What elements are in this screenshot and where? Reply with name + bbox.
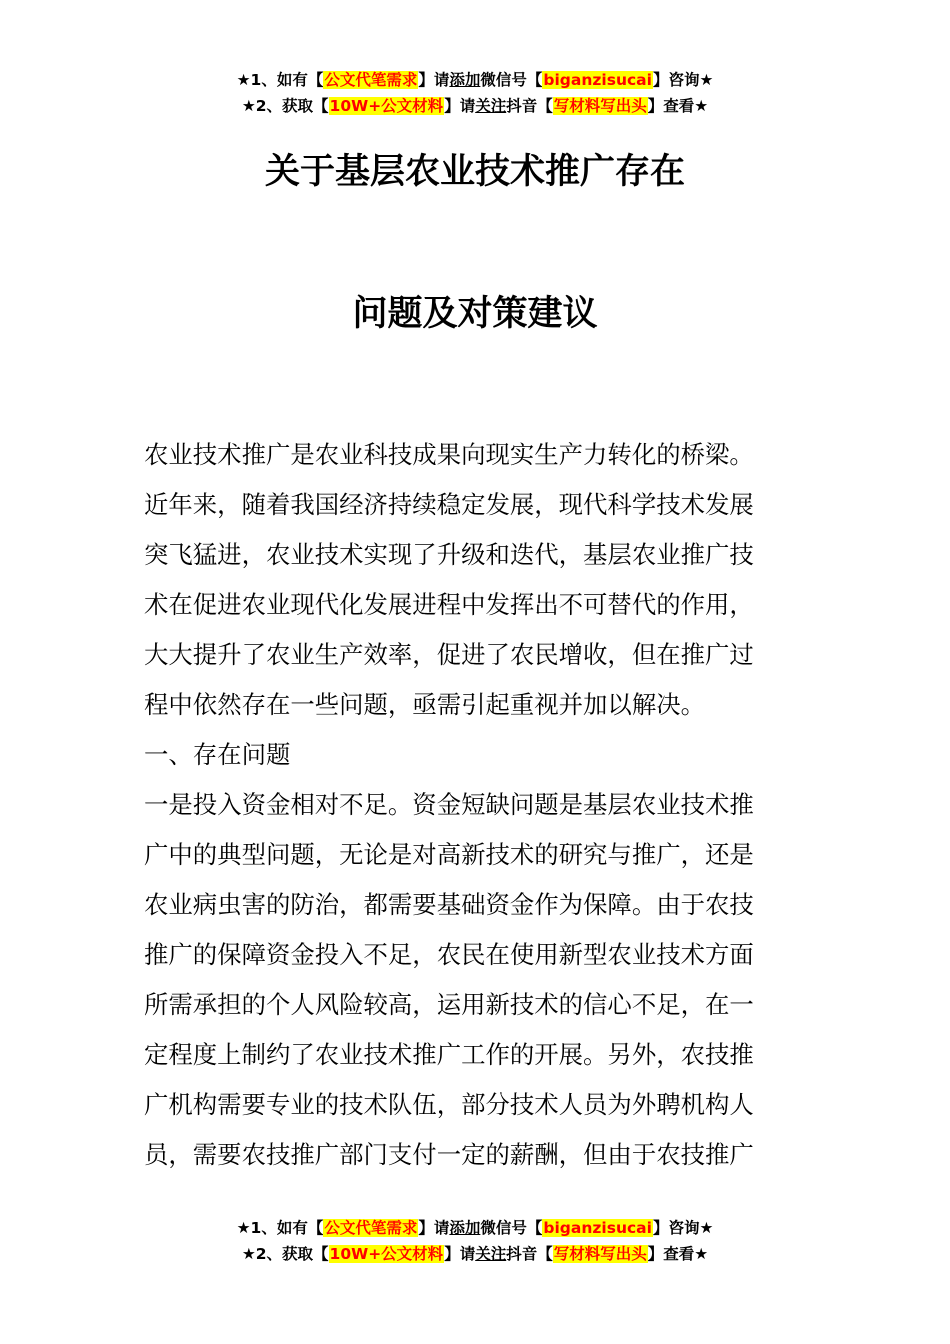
banner-text: 】查看★ — [647, 97, 709, 115]
banner-underlined-text: 添加 — [449, 1219, 481, 1237]
banner-line-2 — [0, 93, 950, 119]
banner-line-2 — [0, 1241, 950, 1267]
banner-highlight: 公文代笔需求 — [324, 71, 418, 89]
banner-text: 抖音【 — [506, 97, 553, 115]
banner-text: 】请 — [418, 1219, 450, 1237]
banner-underlined-text: 添加 — [449, 71, 481, 89]
banner-highlight: 写材料写出头 — [553, 97, 647, 115]
body-line: 定程度上制约了农业技术推广工作的开展。另外，农技推 — [144, 1040, 754, 1069]
banner-highlight: biganzisucai — [543, 1219, 652, 1237]
document-title-line-2: 问题及对策建议 — [352, 294, 598, 334]
banner-text: 】请 — [418, 71, 450, 89]
body-line: 推广的保障资金投入不足，农民在使用新型农业技术方面 — [144, 940, 754, 969]
body-line: 员，需要农技推广部门支付一定的薪酬，但由于农技推广 — [144, 1140, 754, 1169]
body-line: 大大提升了农业生产效率，促进了农民增收，但在推广过 — [144, 640, 754, 669]
section-heading: 一、存在问题 — [144, 740, 291, 769]
banner-line-1 — [0, 67, 950, 93]
banner-text: 】请 — [444, 97, 476, 115]
body-line: 术在促进农业现代化发展进程中发挥出不可替代的作用， — [144, 590, 754, 619]
banner-text: 抖音【 — [506, 1245, 553, 1263]
banner-text: 】咨询★ — [652, 71, 714, 89]
footer-banner — [0, 1215, 950, 1267]
body-line: 突飞猛进，农业技术实现了升级和迭代，基层农业推广技 — [144, 540, 754, 569]
banner-text: 微信号【 — [480, 71, 543, 89]
banner-text: 】查看★ — [647, 1245, 709, 1263]
document-title-line-1: 关于基层农业技术推广存在 — [264, 152, 685, 192]
banner-highlight: 写材料写出头 — [553, 1245, 647, 1263]
banner-highlight: 10W+公文材料 — [329, 97, 444, 115]
banner-text: ★1、如有【 — [236, 71, 324, 89]
banner-underlined-text: 关注 — [475, 1245, 507, 1263]
body-line: 农业技术推广是农业科技成果向现实生产力转化的桥梁。 — [144, 440, 754, 469]
body-line: 广中的典型问题，无论是对高新技术的研究与推广，还是 — [144, 840, 754, 869]
body-line: 农业病虫害的防治，都需要基础资金作为保障。由于农技 — [144, 890, 754, 919]
header-banner — [0, 67, 950, 119]
banner-underlined-text: 关注 — [475, 97, 507, 115]
banner-line-1 — [0, 1215, 950, 1241]
body-line: 近年来，随着我国经济持续稳定发展，现代科学技术发展 — [144, 490, 754, 519]
banner-text: ★1、如有【 — [236, 1219, 324, 1237]
banner-text: 】请 — [444, 1245, 476, 1263]
document-body — [144, 430, 808, 1180]
banner-text: ★2、获取【 — [241, 97, 329, 115]
banner-highlight: 公文代笔需求 — [324, 1219, 418, 1237]
banner-highlight: 10W+公文材料 — [329, 1245, 444, 1263]
body-line: 所需承担的个人风险较高，运用新技术的信心不足，在一 — [144, 990, 754, 1019]
banner-text: 微信号【 — [480, 1219, 543, 1237]
body-line: 广机构需要专业的技术队伍，部分技术人员为外聘机构人 — [144, 1090, 754, 1119]
banner-highlight: biganzisucai — [543, 71, 652, 89]
body-line: 程中依然存在一些问题，亟需引起重视并加以解决。 — [144, 690, 705, 719]
body-line: 一是投入资金相对不足。资金短缺问题是基层农业技术推 — [144, 790, 754, 819]
banner-text: ★2、获取【 — [241, 1245, 329, 1263]
banner-text: 】咨询★ — [652, 1219, 714, 1237]
